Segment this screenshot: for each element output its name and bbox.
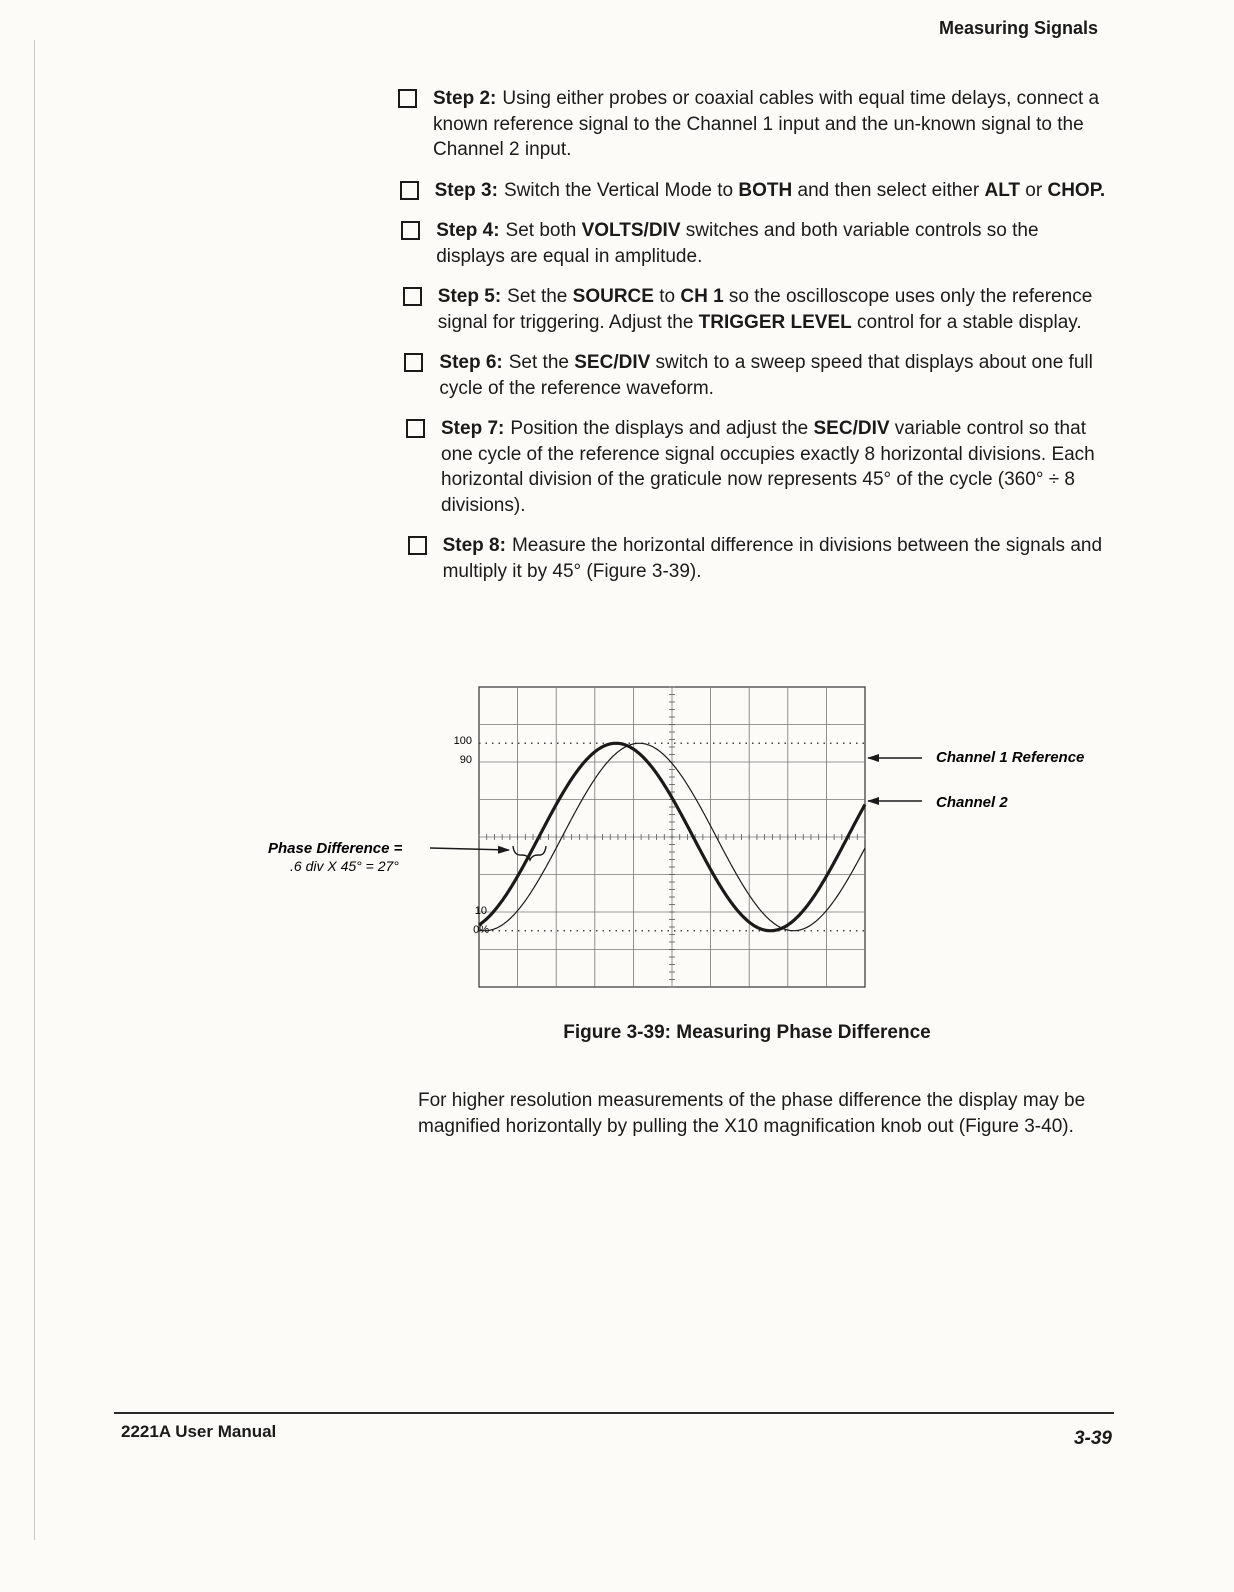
level-90-label: 90 [459, 754, 472, 766]
resolution-paragraph: For higher resolution measurements of the phase difference the display may be magnified horizontally by pulling the X10 magnification knob out (Figure 3-40). [418, 1090, 1086, 1137]
figure-caption: Figure 3-39: Measuring Phase Difference [563, 1022, 931, 1043]
step-keyword: TRIGGER LEVEL [698, 311, 852, 333]
step-keyword: SEC/DIV [813, 418, 890, 439]
step-text: Set both [505, 220, 582, 241]
step-checkbox-icon[interactable] [404, 353, 423, 372]
step-keyword: ALT [984, 179, 1021, 201]
step-text: so the oscilloscope uses only the reference signal for triggering. Adjust the [437, 286, 1093, 333]
step-text: Measure the horizontal difference in divisions between the signals and multiply it by 45° (Figure 3-39). [442, 535, 1103, 582]
step-keyword: SEC/DIV [574, 352, 651, 373]
step-checkbox-icon[interactable] [408, 536, 427, 555]
step-text: Switch the Vertical Mode to [503, 179, 739, 201]
step-checkbox-icon[interactable] [401, 221, 420, 240]
step-keyword: SOURCE [572, 286, 654, 307]
level-0-label: 0% [473, 924, 489, 936]
left-margin-rule [34, 40, 35, 1540]
step-text: Set the [508, 352, 575, 373]
step-label: Step 6: [439, 352, 503, 373]
step-item [406, 416, 1110, 518]
footer-page-number: 3-39 [1073, 1428, 1112, 1449]
step-label: Step 2: [433, 88, 497, 109]
phase-difference-label: Phase Difference = [268, 840, 403, 857]
level-10-label: 10 [474, 905, 487, 917]
steps-list [398, 86, 1110, 599]
step-text: switches and both variable controls so the displays are equal in amplitude. [436, 220, 1039, 267]
level-100-label: 100 [453, 735, 472, 747]
step-item [401, 218, 1110, 269]
footer-rule [114, 1412, 1114, 1414]
phase-difference-figure [260, 680, 1130, 1000]
step-checkbox-icon[interactable] [398, 89, 417, 108]
step-label: Step 8: [442, 535, 506, 556]
step-checkbox-icon[interactable] [400, 181, 419, 200]
phase-difference-arrow [430, 848, 509, 850]
step-checkbox-icon[interactable] [406, 419, 425, 438]
step-label: Step 5: [437, 286, 502, 307]
step-text: switch to a sweep speed that displays about one full cycle of the reference waveform. [439, 352, 1093, 399]
step-label: Step 7: [441, 418, 505, 439]
step-text: control for a stable display. [851, 311, 1082, 333]
channel1-reference-label: Channel 1 Reference [936, 749, 1085, 766]
figure-annotations [268, 735, 1084, 936]
step-text: Position the displays and adjust the [510, 418, 814, 439]
step-text: Using either probes or coaxial cables with equal time delays, connect a known reference signal to the Channel 1 input and the un-known signal to the Channel 2 input. [433, 88, 1100, 160]
step-item [404, 350, 1110, 401]
graticule-grid [479, 687, 865, 987]
page-header-title: Measuring Signals [938, 18, 1098, 38]
phase-difference-formula: .6 div X 45° = 27° [290, 858, 399, 874]
step-item [403, 284, 1110, 335]
channel2-label: Channel 2 [936, 794, 1008, 811]
step-item [400, 178, 1110, 204]
oscilloscope-graticule [260, 680, 1130, 1000]
step-keyword: CH 1 [680, 286, 724, 307]
step-checkbox-icon[interactable] [403, 287, 422, 306]
step-keyword: BOTH [738, 179, 793, 201]
step-item [398, 86, 1110, 163]
step-label: Step 4: [436, 220, 500, 241]
step-text: or [1020, 179, 1048, 201]
step-text: to [653, 286, 681, 307]
step-text: and then select either [792, 179, 985, 201]
step-label: Step 3: [434, 179, 498, 201]
step-item [408, 533, 1110, 584]
step-text: Set the [507, 286, 573, 307]
footer-manual-title: 2221A User Manual [121, 1422, 277, 1441]
step-text: variable control so that one cycle of the reference signal occupies exactly 8 horizontal divisions. Each horizontal division of the graticule now represents 45° of the cycle (360° ÷ 8 divisions). [441, 418, 1095, 516]
step-keyword: CHOP. [1047, 179, 1106, 201]
step-keyword: VOLTS/DIV [581, 220, 681, 241]
